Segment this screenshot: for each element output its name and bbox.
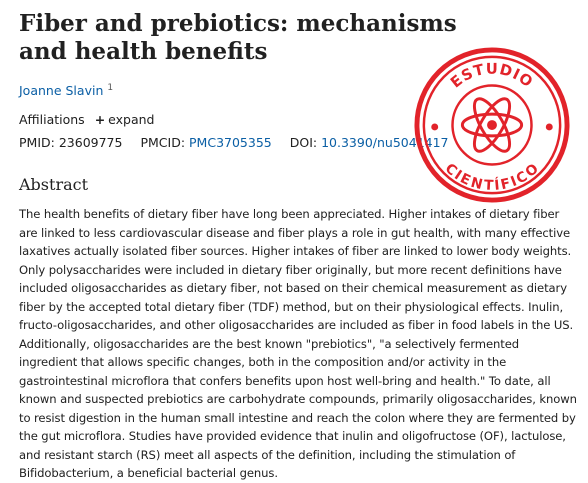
affiliations-row: [19, 112, 155, 127]
identifiers-row: [19, 135, 449, 150]
stamp-top-text: ESTUDIO: [447, 60, 537, 92]
author-affiliation-ref[interactable]: 1: [107, 83, 114, 93]
doi-label: DOI:: [289, 135, 318, 150]
article-title: Fiber and prebiotics: mechanisms and health benefits: [19, 10, 457, 65]
author-list: [19, 83, 113, 98]
abstract-text: The health benefits of dietary fiber have long been appreciated. Higher intakes of dietary fiber are linked to less cardiovascular disease and fiber plays a role in gut health, with many effective laxatives actually isolated fiber sources. Higher intakes of fiber are linked to lower body weights. Only polysaccharides were included in dietary fiber originally, but more recent definitions have included oligosaccharides as dietary fiber, not based on their chemical measurement as dietary fiber by the accepted total dietary fiber (TDF) method, but on their physiological effects. Inulin, fructo-oligosaccharides, and other oligosaccharides are included as fiber in food labels in the US. Additionally, oligosaccharides are the best known "prebiotics", "a selectively fermented ingredient that allows specific changes, both in the composition and/or activity in the gastrointestinal microflora that confers benefits upon host well-bring and health." To date, all known and suspected prebiotics are carbohydrate compounds, primarily oligosaccharides, known to resist digestion in the human small intestine and reach the colon where they are fermented by the gut microflora. Studies have provided evidence that inulin and oligofructose (OF), lactulose, and resistant starch (RS) meet all aspects of the definition, including the stimulation of Bifidobacterium, a beneficial bacterial genus.: [19, 207, 577, 480]
pmid-value: 23609775: [58, 135, 123, 150]
stamp-bottom-text: CIENTÍFICO: [441, 160, 543, 195]
pmid-label: PMID:: [19, 135, 55, 150]
expand-label: expand: [108, 112, 155, 127]
abstract-heading: Abstract: [19, 175, 89, 194]
estudio-cientifico-stamp: [413, 46, 571, 204]
affiliations-label: Affiliations: [19, 112, 85, 127]
expand-button[interactable]: [89, 112, 155, 127]
doi-link[interactable]: 10.3390/nu5041417: [321, 135, 449, 150]
author-link[interactable]: Joanne Slavin: [19, 83, 104, 98]
atom-icon: [462, 94, 521, 156]
pmcid-label: PMCID:: [140, 135, 186, 150]
pmcid-link[interactable]: PMC3705355: [189, 135, 272, 150]
plus-icon: +: [94, 112, 106, 127]
